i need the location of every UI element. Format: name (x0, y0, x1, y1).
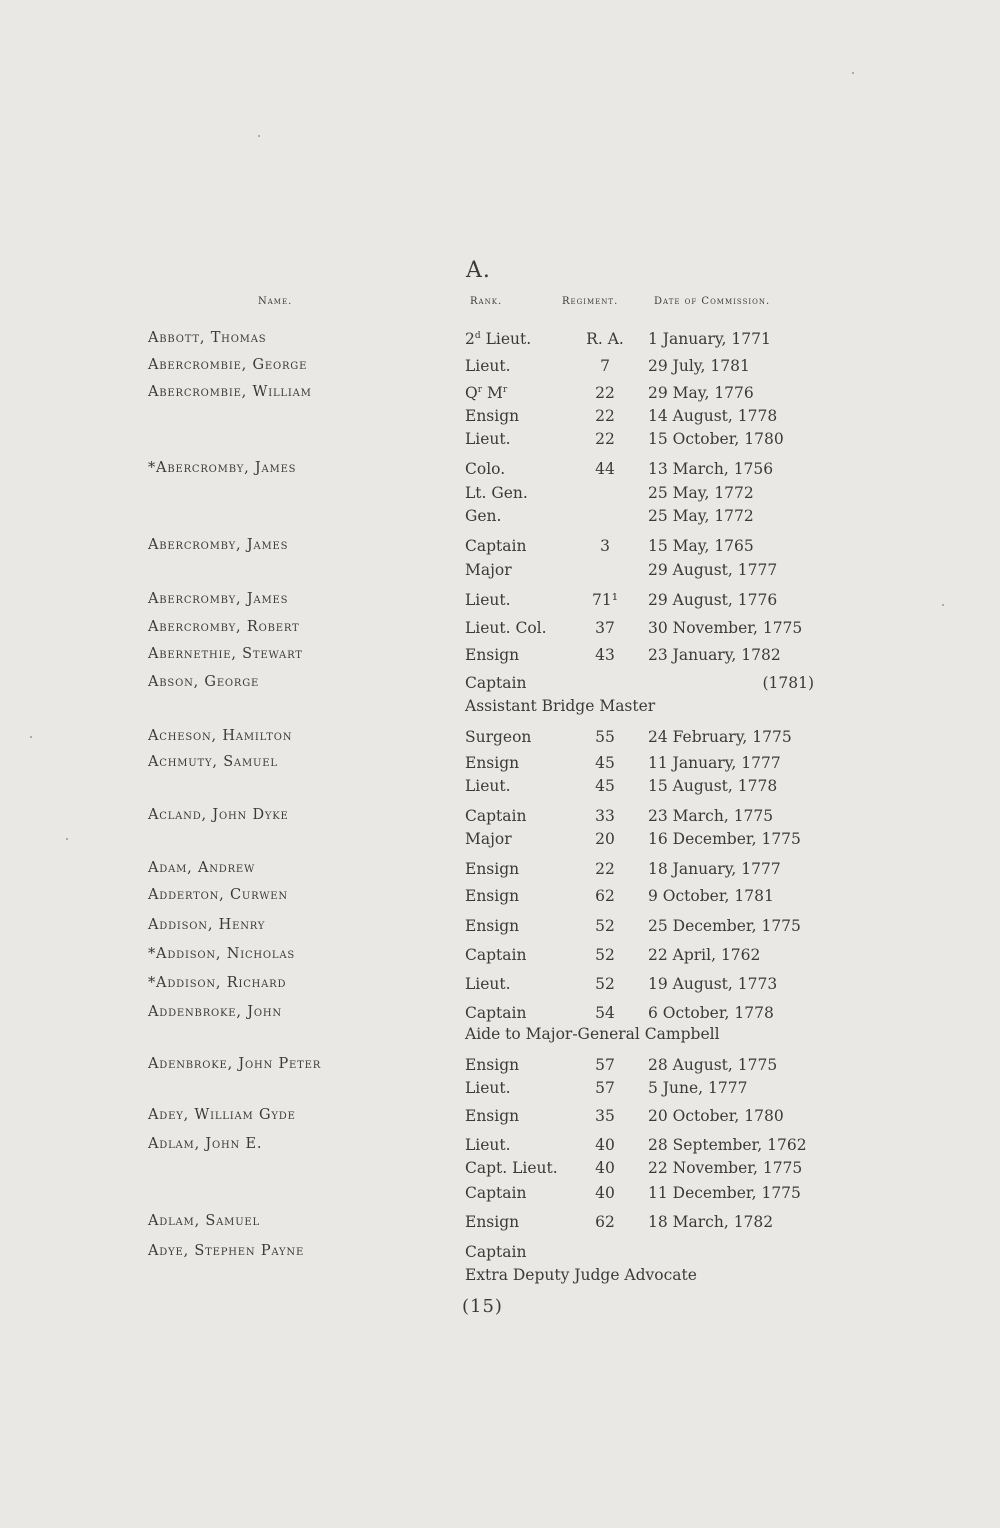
rank-cell: 2$^d$ Lieut. (465, 330, 532, 348)
regiment-cell: 37 (595, 619, 615, 637)
officer-name: Acheson, Hamilton (148, 728, 293, 744)
table-row (0, 561, 1000, 583)
table-row (0, 619, 1000, 641)
table-row (0, 537, 1000, 559)
paper-speck (66, 838, 68, 840)
commission-date-cell: 28 September, 1762 (648, 1136, 807, 1154)
table-row (0, 1004, 1000, 1026)
officer-name: Adlam, Samuel (148, 1213, 260, 1229)
regiment-cell: 55 (595, 728, 615, 746)
commission-date-cell: 13 March, 1756 (648, 460, 774, 478)
officer-name: Abercrombie, George (148, 357, 308, 373)
officer-name: *Addison, Nicholas (148, 946, 296, 962)
regiment-cell: 57 (595, 1056, 615, 1074)
table-row (0, 1107, 1000, 1129)
commission-date-cell: 29 July, 1781 (648, 357, 750, 375)
commission-date-cell: 18 January, 1777 (648, 860, 781, 878)
regiment-cell: 54 (595, 1004, 615, 1022)
regiment-cell: 52 (595, 946, 615, 964)
commission-date-cell: 24 February, 1775 (648, 728, 792, 746)
table-row (0, 754, 1000, 776)
paper-speck (258, 135, 260, 137)
regiment-cell: 44 (595, 460, 615, 478)
commission-date-cell: 30 November, 1775 (648, 619, 803, 637)
rank-cell: Lieut. (465, 777, 511, 795)
rank-cell: Captain (465, 1243, 527, 1261)
appointment-note: Extra Deputy Judge Advocate (465, 1266, 697, 1284)
rank-cell: Ensign (465, 1107, 520, 1125)
commission-date-cell: 15 May, 1765 (648, 537, 754, 555)
officer-name: Abercromby, James (148, 591, 289, 607)
regiment-cell: 7 (600, 357, 610, 375)
commission-date-cell: 23 January, 1782 (648, 646, 781, 664)
rank-cell: Lieut. (465, 1136, 511, 1154)
table-row (0, 460, 1000, 482)
table-row (0, 830, 1000, 852)
table-row (0, 430, 1000, 452)
rank-cell: Major (465, 561, 512, 579)
rank-cell: Ensign (465, 1213, 520, 1231)
appointment-note: Assistant Bridge Master (465, 697, 656, 715)
rank-cell: Colo. (465, 460, 506, 478)
commission-date-cell: 14 August, 1778 (648, 407, 778, 425)
officer-name: Acland, John Dyke (148, 807, 289, 823)
commission-date-cell: 29 August, 1777 (648, 561, 778, 579)
regiment-cell: 52 (595, 975, 615, 993)
table-row (0, 917, 1000, 939)
officer-name: Abercrombie, William (148, 384, 312, 400)
table-row (0, 1079, 1000, 1101)
table-row (0, 407, 1000, 429)
appointment-note: Aide to Major-General Campbell (465, 1025, 720, 1043)
rank-cell: Lt. Gen. (465, 484, 528, 502)
regiment-cell: 62 (595, 887, 615, 905)
table-row (0, 1136, 1000, 1158)
table-row (0, 946, 1000, 968)
commission-date-cell: 23 March, 1775 (648, 807, 774, 825)
regiment-cell: 62 (595, 1213, 615, 1231)
officer-name: Abbott, Thomas (148, 330, 267, 346)
table-row (0, 507, 1000, 529)
officer-name: Adam, Andrew (148, 860, 256, 876)
rank-cell: Capt. Lieut. (465, 1159, 558, 1177)
rank-cell: Ensign (465, 646, 520, 664)
table-row (0, 646, 1000, 668)
officer-name: Addison, Henry (148, 917, 266, 933)
rank-cell: Captain (465, 674, 527, 692)
commission-date-cell: 29 August, 1776 (648, 591, 778, 609)
regiment-cell: 22 (595, 384, 615, 402)
commission-date-cell: 15 August, 1778 (648, 777, 778, 795)
page-number: (15) (462, 1296, 503, 1317)
rank-cell: Ensign (465, 887, 520, 905)
officer-name: Adderton, Curwen (148, 887, 288, 903)
commission-date-cell: 11 December, 1775 (648, 1184, 801, 1202)
commission-date-cell: 15 October, 1780 (648, 430, 784, 448)
officer-name: Addenbroke, John (148, 1004, 282, 1020)
rank-cell: Surgeon (465, 728, 532, 746)
paper-speck (942, 604, 944, 606)
officer-name: *Abercromby, James (148, 460, 297, 476)
commission-date-cell: 22 April, 1762 (648, 946, 761, 964)
commission-date-cell: 1 January, 1771 (648, 330, 771, 348)
table-note-row (0, 1266, 1000, 1288)
regiment-cell: 43 (595, 646, 615, 664)
table-row (0, 591, 1000, 613)
header-date: Date of Commission. (654, 296, 771, 307)
regiment-cell: 3 (600, 537, 610, 555)
rank-cell: Lieut. (465, 430, 511, 448)
table-row (0, 484, 1000, 506)
table-row (0, 1243, 1000, 1265)
rank-cell: Ensign (465, 917, 520, 935)
officer-name: Adey, William Gyde (148, 1107, 296, 1123)
commission-date-cell: 11 January, 1777 (648, 754, 781, 772)
regiment-cell: 45 (595, 754, 615, 772)
header-rank: Rank. (470, 296, 503, 307)
table-row (0, 330, 1000, 352)
paper-speck (852, 72, 854, 74)
officer-name: Abercromby, James (148, 537, 289, 553)
rank-cell: Captain (465, 1184, 527, 1202)
officer-name: Abercromby, Robert (148, 619, 300, 635)
rank-cell: Captain (465, 537, 527, 555)
rank-cell: Captain (465, 1004, 527, 1022)
table-note-row (0, 697, 1000, 719)
table-row (0, 728, 1000, 750)
rank-cell: $Q^r$ $M^r$ (465, 384, 508, 402)
section-letter: A. (466, 258, 491, 283)
table-row (0, 674, 1000, 696)
rank-cell: Ensign (465, 1056, 520, 1074)
table-row (0, 1184, 1000, 1206)
rank-cell: Major (465, 830, 512, 848)
commission-date-cell: 5 June, 1777 (648, 1079, 748, 1097)
commission-date-cell: (1781) (762, 674, 814, 692)
rank-cell: Ensign (465, 860, 520, 878)
commission-date-cell: 20 October, 1780 (648, 1107, 784, 1125)
table-row (0, 860, 1000, 882)
officer-name: Adye, Stephen Payne (148, 1243, 305, 1259)
rank-cell: Captain (465, 946, 527, 964)
rank-cell: Lieut. (465, 357, 511, 375)
table-row (0, 807, 1000, 829)
regiment-cell: 57 (595, 1079, 615, 1097)
regiment-cell: 35 (595, 1107, 615, 1125)
rank-cell: Ensign (465, 754, 520, 772)
table-row (0, 777, 1000, 799)
officer-name: Achmuty, Samuel (148, 754, 278, 770)
commission-date-cell: 9 October, 1781 (648, 887, 774, 905)
commission-date-cell: 16 December, 1775 (648, 830, 801, 848)
header-name: Name. (258, 296, 293, 307)
commission-date-cell: 19 August, 1773 (648, 975, 778, 993)
commission-date-cell: 18 March, 1782 (648, 1213, 774, 1231)
officer-name: *Addison, Richard (148, 975, 287, 991)
regiment-cell: 22 (595, 430, 615, 448)
table-row (0, 887, 1000, 909)
rank-cell: Gen. (465, 507, 502, 525)
commission-date-cell: 22 November, 1775 (648, 1159, 803, 1177)
regiment-cell: 40 (595, 1159, 615, 1177)
rank-cell: Lieut. (465, 591, 511, 609)
officer-name: Adenbroke, John Peter (148, 1056, 322, 1072)
table-row (0, 1213, 1000, 1235)
regiment-cell: 33 (595, 807, 615, 825)
rank-cell: Ensign (465, 407, 520, 425)
regiment-cell: 71¹ (592, 591, 618, 609)
table-row (0, 1056, 1000, 1078)
rank-cell: Captain (465, 807, 527, 825)
regiment-cell: 45 (595, 777, 615, 795)
regiment-cell: 40 (595, 1136, 615, 1154)
regiment-cell: 20 (595, 830, 615, 848)
commission-date-cell: 25 May, 1772 (648, 484, 754, 502)
table-row (0, 357, 1000, 379)
commission-date-cell: 28 August, 1775 (648, 1056, 778, 1074)
regiment-cell: 40 (595, 1184, 615, 1202)
regiment-cell: 52 (595, 917, 615, 935)
officer-name: Adlam, John E. (148, 1136, 263, 1152)
officer-name: Abson, George (148, 674, 260, 690)
commission-date-cell: 6 October, 1778 (648, 1004, 774, 1022)
paper-speck (30, 736, 32, 738)
officer-name: Abernethie, Stewart (148, 646, 303, 662)
table-row (0, 384, 1000, 406)
commission-date-cell: 25 May, 1772 (648, 507, 754, 525)
header-regiment: Regiment. (562, 296, 619, 307)
table-row (0, 1159, 1000, 1181)
regiment-cell: 22 (595, 407, 615, 425)
table-note-row (0, 1025, 1000, 1047)
rank-cell: Lieut. Col. (465, 619, 547, 637)
commission-date-cell: 29 May, 1776 (648, 384, 754, 402)
table-row (0, 975, 1000, 997)
rank-cell: Lieut. (465, 975, 511, 993)
regiment-cell: R. A. (586, 330, 624, 348)
rank-cell: Lieut. (465, 1079, 511, 1097)
commission-date-cell: 25 December, 1775 (648, 917, 801, 935)
regiment-cell: 22 (595, 860, 615, 878)
